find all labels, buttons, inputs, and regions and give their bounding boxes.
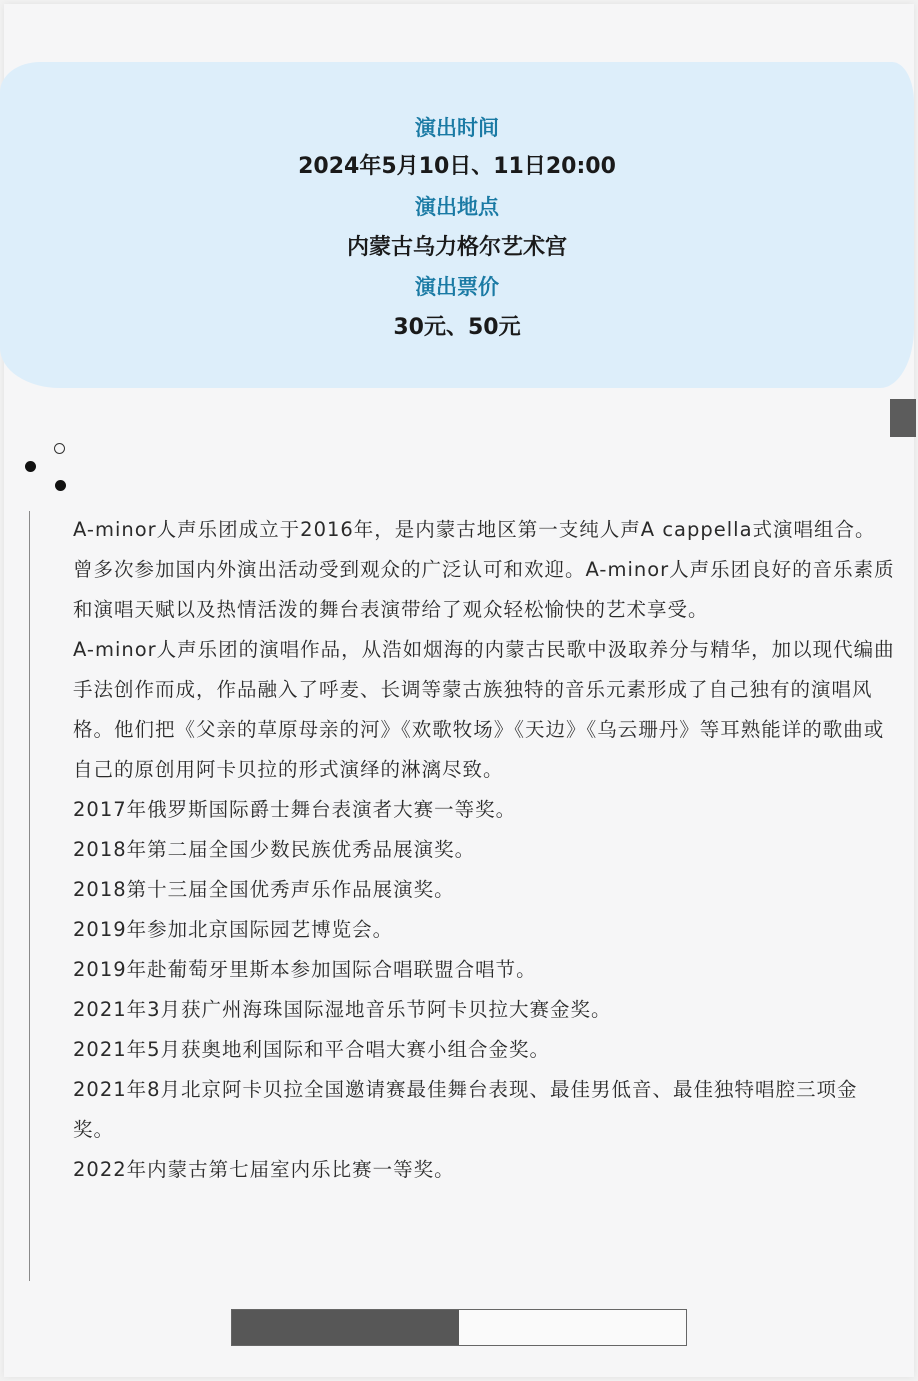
time-label: 演出时间 xyxy=(415,116,499,140)
price-label: 演出票价 xyxy=(415,275,499,299)
scroll-progress-bar[interactable] xyxy=(231,1309,687,1346)
price-value: 30元、50元 xyxy=(393,315,521,340)
award-item: 2018第十三届全国优秀声乐作品展演奖。 xyxy=(73,878,455,901)
performance-info-panel xyxy=(0,62,914,388)
venue-value: 内蒙古乌力格尔艺术宫 xyxy=(346,235,567,260)
award-item: 2019年参加北京国际园艺博览会。 xyxy=(73,918,394,941)
decor-ring-dot xyxy=(54,443,65,454)
award-item: 2017年俄罗斯国际爵士舞台表演者大赛一等奖。 xyxy=(73,798,517,821)
intro-paragraph: A-minor人声乐团成立于2016年，是内蒙古地区第一支纯人声A cappella式演唱组合。曾多次参加国内外演出活动受到观众的广泛认可和欢迎。A-minor人声乐团良好的音乐素质和演唱天赋以及热情活泼的舞台表演带给了观众轻松愉快的艺术享受。 xyxy=(73,518,895,621)
award-item: 2022年内蒙古第七届室内乐比赛一等奖。 xyxy=(73,1158,455,1181)
repertoire-paragraph: A-minor人声乐团的演唱作品，从浩如烟海的内蒙古民歌中汲取养分与精华，加以现代编曲手法创作而成，作品融入了呼麦、长调等蒙古族独特的音乐元素形成了自己独有的演唱风格。他们把《父亲的草原母亲的河》《欢歌牧场》《天边》《乌云珊丹》等耳熟能详的歌曲或自己的原创用阿卡贝拉的形式演绎的淋漓尽致。 xyxy=(73,638,895,781)
award-item: 2018年第二届全国少数民族优秀品展演奖。 xyxy=(73,838,476,861)
decor-vertical-line xyxy=(29,511,30,1281)
award-item: 2021年8月北京阿卡贝拉全国邀请赛最佳舞台表现、最佳男低音、最佳独特唱腔三项金奖。 xyxy=(73,1078,858,1141)
award-item: 2021年3月获广州海珠国际湿地音乐节阿卡贝拉大赛金奖。 xyxy=(73,998,612,1021)
scroll-progress-fill xyxy=(232,1310,459,1345)
decor-dot xyxy=(25,461,36,472)
side-tab[interactable] xyxy=(890,399,916,437)
decor-dot xyxy=(55,480,66,491)
article-body xyxy=(73,510,896,1190)
venue-label: 演出地点 xyxy=(415,195,499,219)
award-item: 2019年赴葡萄牙里斯本参加国际合唱联盟合唱节。 xyxy=(73,958,537,981)
award-item: 2021年5月获奥地利国际和平合唱大赛小组合金奖。 xyxy=(73,1038,551,1061)
time-value: 2024年5月10日、11日20:00 xyxy=(298,154,616,179)
